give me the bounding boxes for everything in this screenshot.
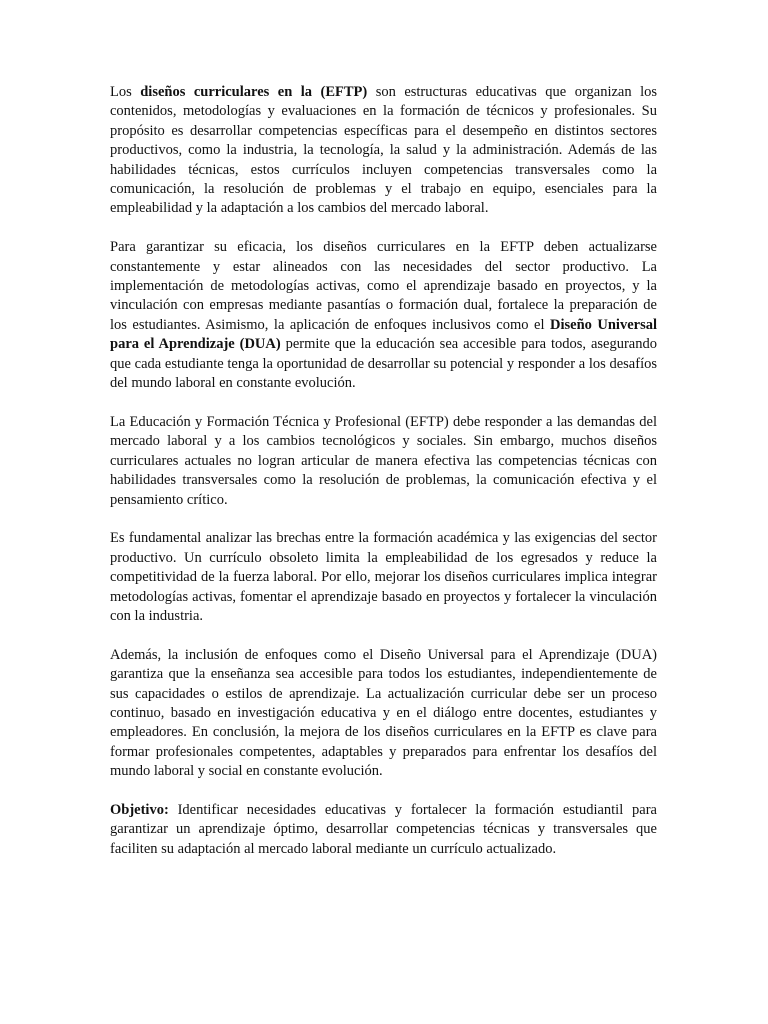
text-run: Para garantizar su eficacia, los diseños curriculares en la EFTP deben actualizarse constantemente y estar alineados con las necesidades del sector productivo. La implementación de metodologías activas, como el aprendizaje basado en proyectos, y la vinculación con empresas mediante pasantías o formación dual, fortalece la preparación de los estudiantes. Asimismo, la aplicación de enfoques inclusivos como el bbox=[110, 239, 657, 333]
document-page bbox=[110, 83, 657, 879]
paragraph-effectiveness bbox=[110, 238, 657, 393]
objective-label: Objetivo: bbox=[110, 801, 169, 818]
text-run: Identificar necesidades educativas y fortalecer la formación estudiantil para garantizar un aprendizaje óptimo, desarrollar competencias técnicas y transversales que faciliten su adaptación al mercado laboral mediante un currículo actualizado. bbox=[110, 801, 657, 857]
bold-term: diseños curriculares en la (EFTP) bbox=[140, 84, 368, 100]
text-run: Es fundamental analizar las brechas entre la formación académica y las exigencias del sector productivo. Un currículo obsoleto limita la empleabilidad de los egresados y reduce la competitividad de la fuerza laboral. Por ello, mejorar los diseños curriculares implica integrar metodologías activas, fomentar el aprendizaje basado en proyectos y fortalecer la vinculación con la industria. bbox=[110, 530, 657, 624]
paragraph-dua bbox=[110, 646, 657, 782]
paragraph-objective bbox=[110, 801, 657, 859]
paragraph-gaps bbox=[110, 529, 657, 626]
bold-term: Diseño Universal para el Aprendizaje (DUA) bbox=[110, 316, 658, 353]
text-run: Los bbox=[110, 84, 141, 100]
text-run: Además, la inclusión de enfoques como el Diseño Universal para el Aprendizaje (DUA) garantiza que la enseñanza sea accesible para todos los estudiantes, independientemente de sus capacidades o estilos de aprendizaje. La actualización curricular debe ser un proceso continuo, basado en investigación educativa y en el diálogo entre docentes, estudiantes y empleadores. En conclusión, la mejora de los diseños curriculares en la EFTP es clave para formar profesionales competentes, adaptables y preparados para enfrentar los desafíos del mundo laboral y social en constante evolución. bbox=[110, 646, 657, 780]
text-run: permite que la educación sea accesible para todos, asegurando que cada estudiante tenga la oportunidad de desarrollar su potencial y responder a los desafíos del mundo laboral en constante evolución. bbox=[110, 336, 657, 392]
text-run: son estructuras educativas que organizan los contenidos, metodologías y evaluaciones en la formación de técnicos y profesionales. Su propósito es desarrollar competencias específicas para el desempeño en distintos sectores productivos, como la industria, la tecnología, la salud y la administración. Además de las habilidades técnicas, estos currículos incluyen competencias transversales como la comunicación, la resolución de problemas y el trabajo en equipo, esenciales para la empleabilidad y la adaptación a los cambios del mercado laboral. bbox=[110, 84, 658, 217]
text-run: La Educación y Formación Técnica y Profesional (EFTP) debe responder a las demandas del mercado laboral y a los cambios tecnológicos y sociales. Sin embargo, muchos diseños curriculares actuales no logran articular de manera efectiva las competencias técnicas con habilidades transversales como la resolución de problemas, la comunicación efectiva y el pensamiento crítico. bbox=[110, 413, 657, 508]
paragraph-intro bbox=[110, 83, 657, 219]
paragraph-eftp bbox=[110, 413, 657, 510]
